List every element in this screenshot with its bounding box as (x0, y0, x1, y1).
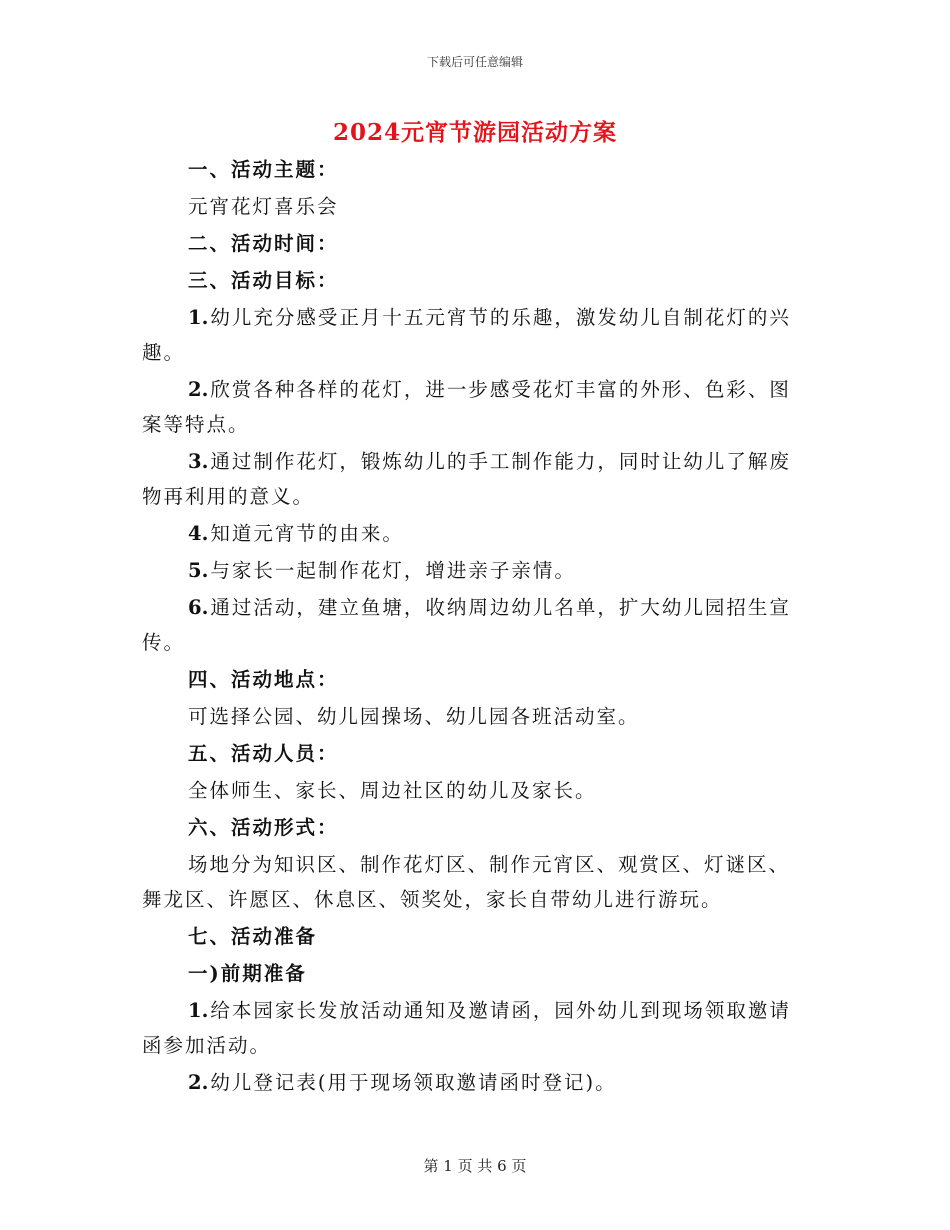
goal-item-2: 2. 欣赏各种各样的花灯，进一步感受花灯丰富的外形、色彩、图案等特点。 (142, 378, 791, 436)
goal-item-6: 6. 通过活动，建立鱼塘，收纳周边幼儿名单，扩大幼儿园招生宣传。 (142, 596, 791, 654)
page-footer: 第 1 页 共 6 页 (423, 1157, 527, 1175)
prep-item-2: 2. 幼儿登记表(用于现场领取邀请函时登记)。 (188, 1071, 617, 1094)
goal-item-4: 4. 知道元宵节的由来。 (188, 522, 404, 545)
section-heading-location: 四、活动地点： (188, 668, 339, 691)
section-text-participants: 全体师生、家长、周边社区的幼儿及家长。 (188, 779, 597, 802)
goal-item-1: 1. 幼儿充分感受正月十五元宵节的乐趣，激发幼儿自制花灯的兴趣。 (142, 306, 791, 364)
section-heading-goals: 三、活动目标： (188, 269, 339, 292)
section-text-location: 可选择公园、幼儿园操场、幼儿园各班活动室。 (188, 705, 640, 728)
section-heading-time: 二、活动时间： (188, 232, 339, 255)
document-body (142, 152, 810, 1102)
subsection-heading-early-prep: 一)前期准备 (188, 962, 307, 985)
section-heading-theme: 一、活动主题： (188, 158, 339, 181)
page-header: 下载后可任意编辑 (426, 55, 523, 69)
section-text-theme: 元宵花灯喜乐会 (188, 195, 339, 218)
section-text-format: 场地分为知识区、制作花灯区、制作元宵区、观赏区、灯谜区、舞龙区、许愿区、休息区、领奖处，家长自带幼儿进行游玩。 (142, 853, 791, 911)
section-heading-participants: 五、活动人员： (188, 742, 339, 765)
section-heading-preparation: 七、活动准备 (188, 925, 318, 948)
goal-item-5: 5. 与家长一起制作花灯，增进亲子亲情。 (188, 559, 576, 582)
goal-item-3: 3. 通过制作花灯，锻炼幼儿的手工制作能力，同时让幼儿了解废物再利用的意义。 (142, 450, 791, 508)
section-heading-format: 六、活动形式： (188, 816, 339, 839)
prep-item-1: 1. 给本园家长发放活动通知及邀请函，园外幼儿到现场领取邀请函参加活动。 (142, 999, 791, 1057)
document-title: 2024元宵节游园活动方案 (332, 119, 617, 146)
